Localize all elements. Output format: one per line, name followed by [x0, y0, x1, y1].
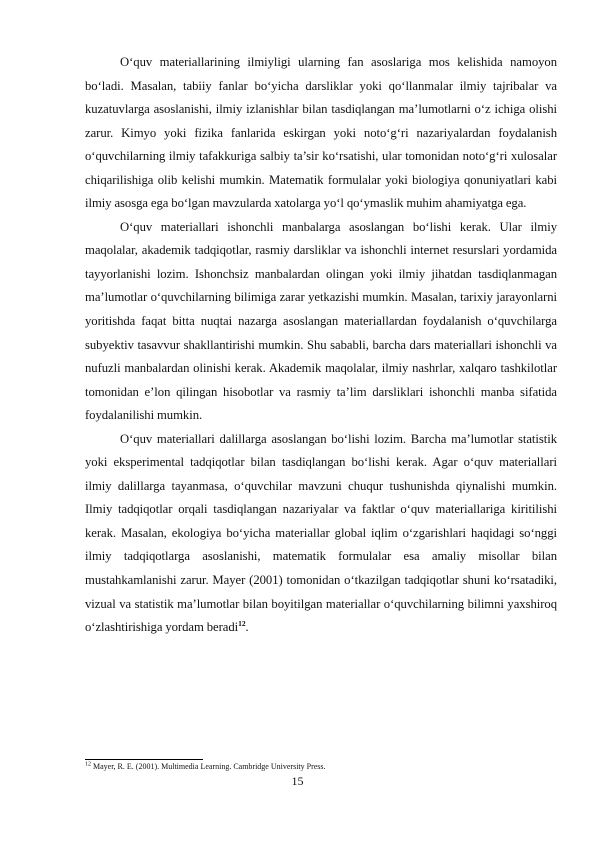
- footnote-reference[interactable]: 12: [238, 618, 246, 628]
- paragraph-3: [85, 428, 557, 640]
- paragraph-2: O‘quv materiallari ishonchli manbalarga asoslangan bo‘lishi kerak. Ular ilmiy maqolalar, akademik tadqiqotlar, rasmiy darsliklar va ishonchli internet resurslari yordamida tayyorlanishi lozim. Ishonchsiz manbalardan olingan yoki ilmiy jihatdan tasdiqlanmagan ma’lumotlar o‘quvchilarning bilimiga zarar yetkazishi mumkin. Masalan, tarixiy jarayonlarni yoritishda faqat bitta nuqtai nazarga asoslangan materiallardan foydalanish o‘quvchilarga subyektiv tasavvur shakllantirishi mumkin. Shu sababli, barcha dars materiallari ishonchli va nufuzli manbalardan olinishi kerak. Akademik maqolalar, ilmiy nashrlar, xalqaro tashkilotlar tomonidan e’lon qilingan hisobotlar va rasmiy ta’lim darsliklari ishonchli manba sifatida foydalanilishi mumkin.: [85, 219, 557, 423]
- footnote-text: Mayer, R. E. (2001). Multimedia Learning. Cambridge University Press.: [93, 762, 326, 771]
- paragraph-1: O‘quv materiallarining ilmiyligi ularning fan asoslariga mos kelishida namoyon bo‘ladi. Masalan, tabiiy fanlar bo‘yicha darsliklar yoki qo‘llanmalar ilmiy tajribalar va kuzatuvlarga asoslanishi, ilmiy izlanishlar bilan tasdiqlangan ma’lumotlarni o‘z ichiga olishi zarur. Kimyo yoki fizika fanlarida eskirgan yoki noto‘g‘ri nazariyalardan foydalanish o‘quvchilarning ilmiy tafakkuriga salbiy ta’sir ko‘rsatishi, ular tomonidan noto‘g‘ri xulosalar chiqarilishiga olib kelishi mumkin. Matematik formulalar yoki biologiya qonuniyatlari kabi ilmiy asosga ega bo‘lgan mavzularda xatolarga yo‘l qo‘ymaslik muhim ahamiyatga ega.: [85, 55, 557, 211]
- paragraph-3-end: .: [245, 620, 249, 635]
- paragraph-3-text: O‘quv materiallari dalillarga asoslangan bo‘lishi lozim. Barcha ma’lumotlar statistik yoki eksperimental tadqiqotlar bilan tasdiqlangan bo‘lishi kerak. Agar o‘quv materiallari ilmiy dalillarga tayanmasa, o‘quvchilar mavzuni chuqur tushunishda qiynalishi mumkin. Ilmiy tadqiqotlar orqali tasdiqlangan nazariyalar va faktlar o‘quv materiallariga kiritilishi kerak. Masalan, ekologiya bo‘yicha materiallar global iqlim o‘zgarishlari haqidagi so‘nggi ilmiy tadqiqotlarga asoslanishi, matematik formulalar esa amaliy misollar bilan mustahkamlanishi zarur. Mayer (2001) tomonidan o‘tkazilgan tadqiqotlar shuni ko‘rsatadiki, vizual va statistik ma’lumotlar bilan boyitilgan materiallar o‘quvchilarning bilimni yaxshiroq o‘zlashtirishiga yordam beradi: [85, 431, 557, 635]
- document-body: [85, 51, 557, 640]
- page-number: 15: [291, 774, 304, 788]
- footnote: [85, 762, 326, 772]
- footnote-number: 12: [85, 761, 91, 768]
- footnote-separator: [85, 759, 203, 760]
